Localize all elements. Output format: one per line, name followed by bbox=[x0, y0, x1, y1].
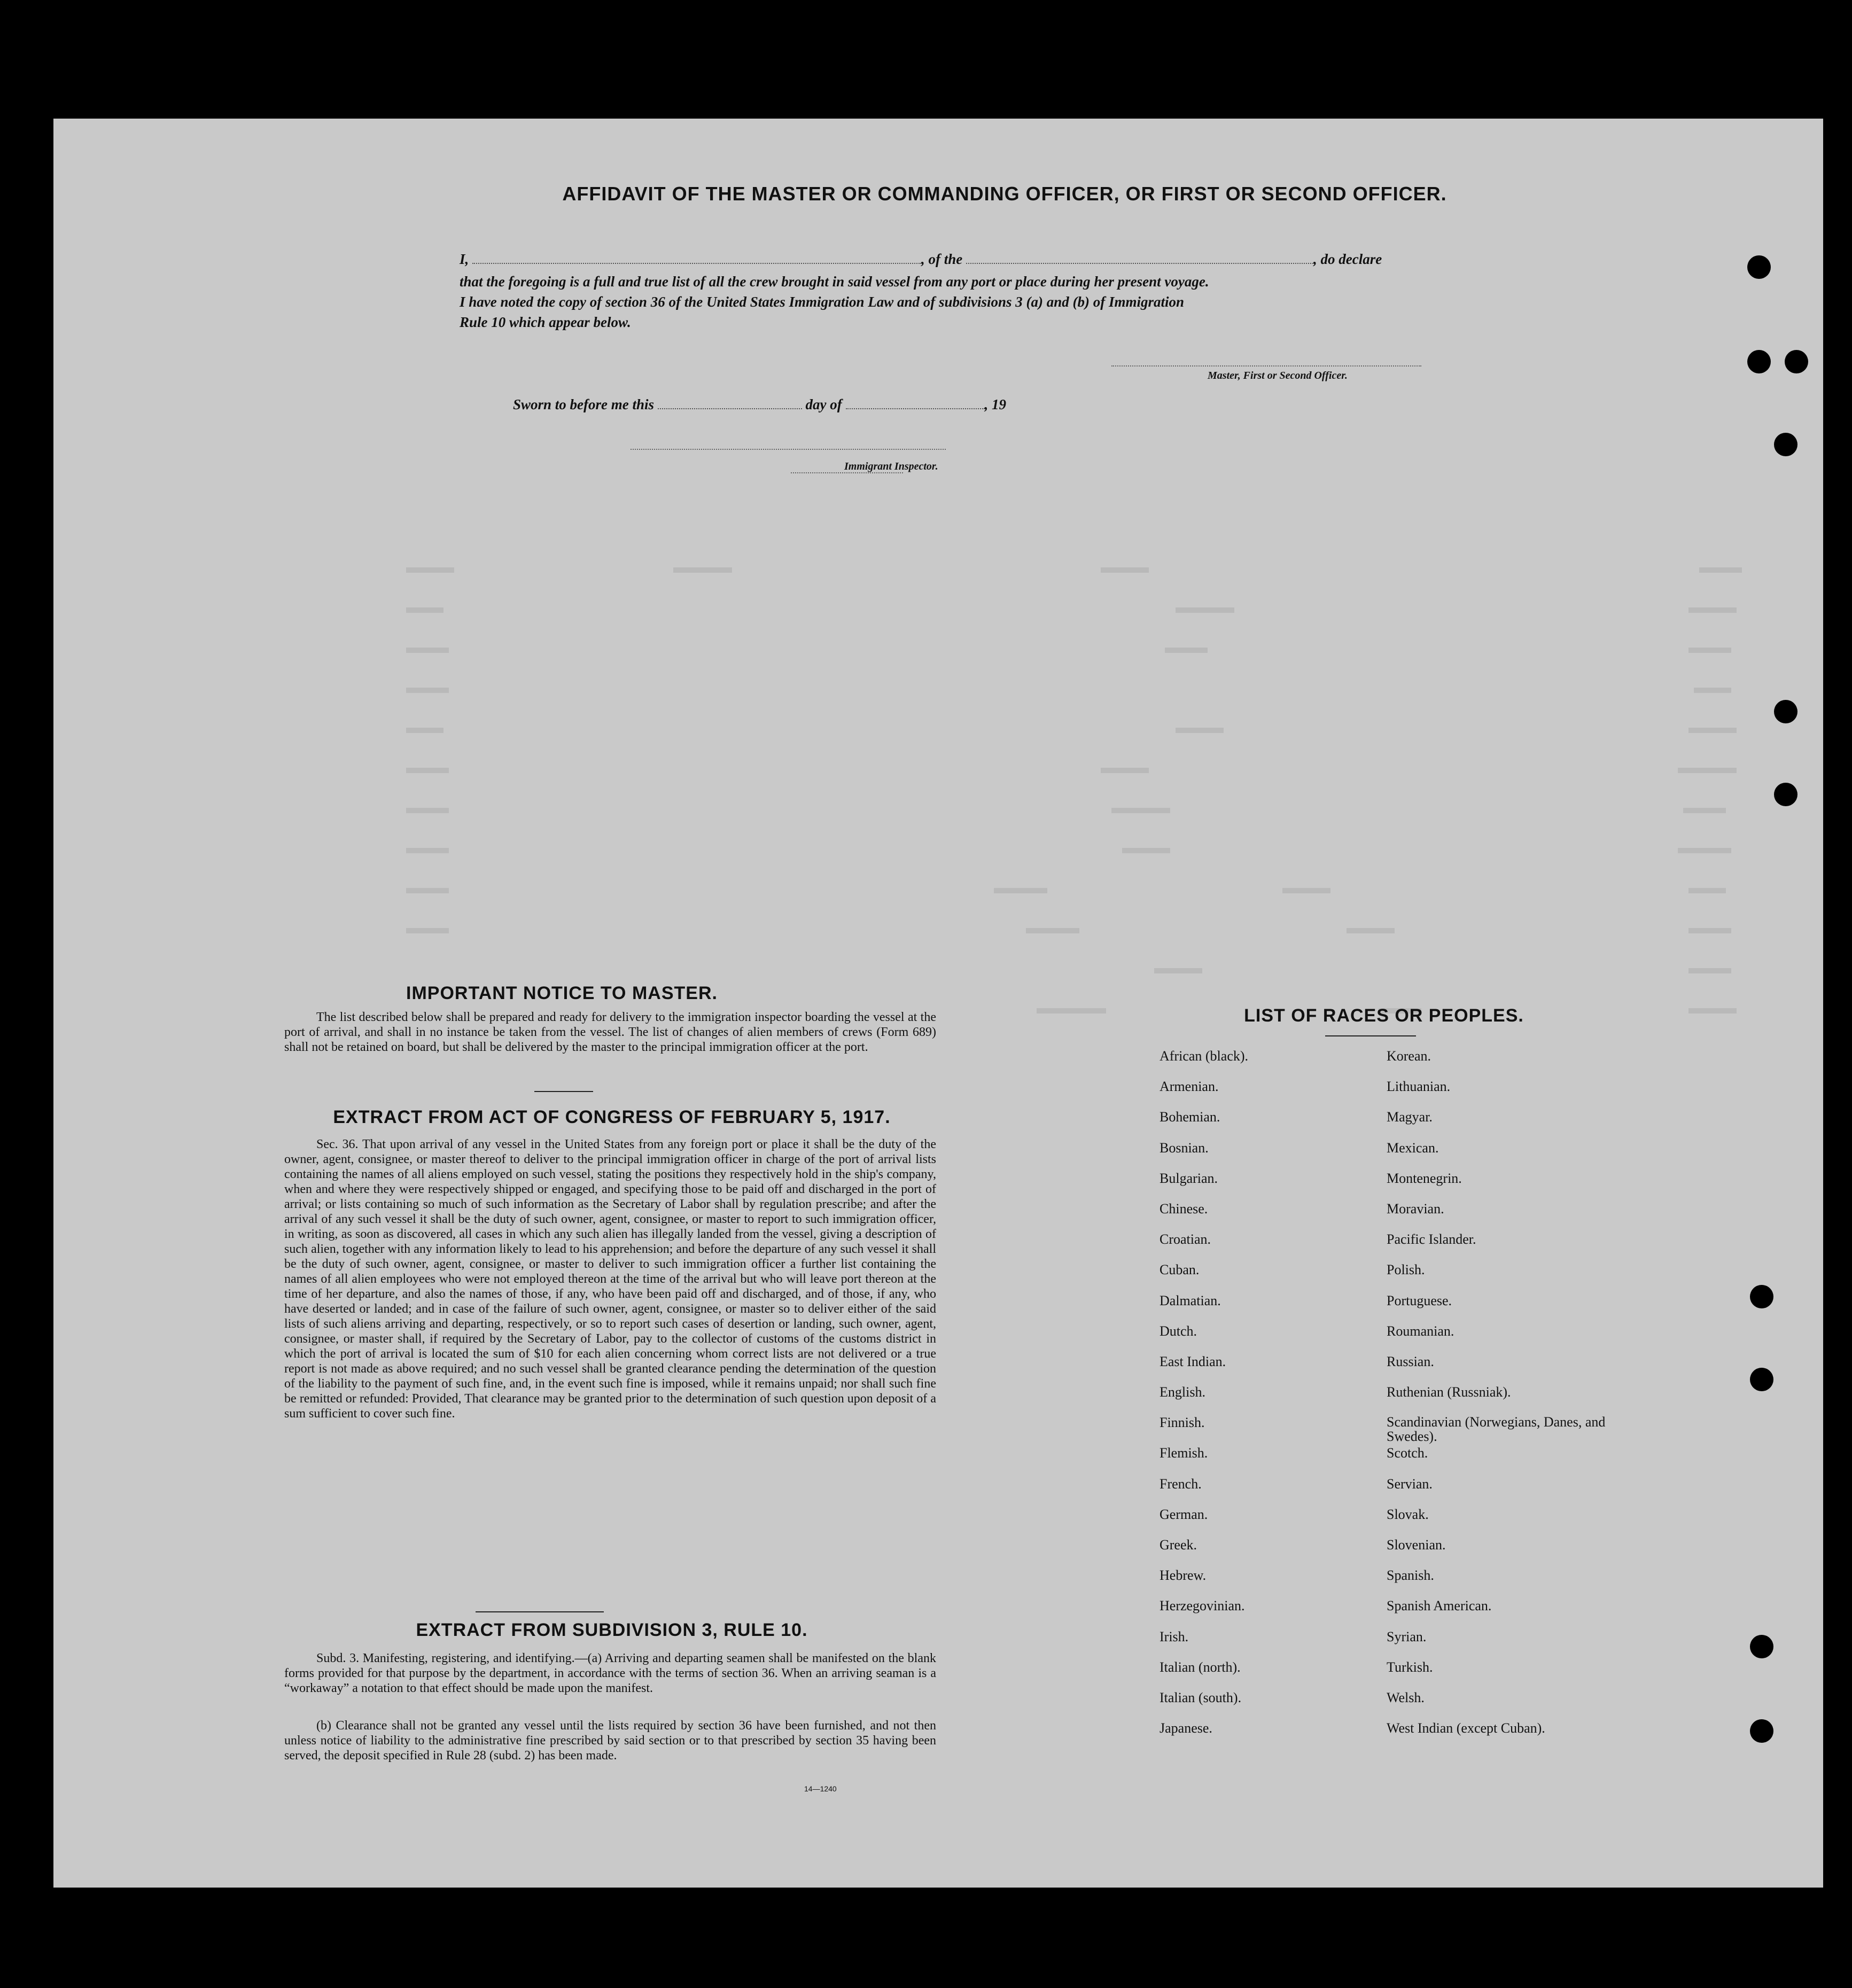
notice-text: The list described below shall be prepared and ready for delivery to the immigration inspector boarding the vessel at the port of arrival, and shall in no instance be taken from the vessel. The list of changes of alien members of crews (Form 689) shall not be retained on board, but shall be delivered by the master to the principal immigration officer at the port. bbox=[284, 1010, 936, 1054]
race-item: Magyar. bbox=[1387, 1109, 1433, 1125]
race-item: Spanish. bbox=[1387, 1568, 1434, 1584]
race-item: Servian. bbox=[1387, 1476, 1433, 1492]
race-item: East Indian. bbox=[1160, 1353, 1226, 1369]
race-item: French. bbox=[1160, 1476, 1202, 1492]
sworn-month-blank[interactable] bbox=[846, 408, 985, 409]
race-item: Herzegovinian. bbox=[1160, 1598, 1245, 1614]
punch-hole bbox=[1750, 1635, 1773, 1658]
punch-hole bbox=[1747, 350, 1771, 373]
race-item: English. bbox=[1160, 1384, 1205, 1400]
race-item: Russian. bbox=[1387, 1353, 1434, 1369]
race-item: Flemish. bbox=[1160, 1445, 1208, 1461]
race-item: Italian (south). bbox=[1160, 1689, 1242, 1705]
extract-rule-para-b: (b) Clearance shall not be granted any vessel until the lists required by section 36 have been furnished, and not then unless notice of liability to the administrative fine prescribed by said section or to that prescribed by section 35 having been served, the deposit specified in Rule 28 (subd. 2) has been made. bbox=[284, 1719, 936, 1763]
race-item: Welsh. bbox=[1387, 1689, 1425, 1705]
race-item: Chinese. bbox=[1160, 1200, 1208, 1217]
race-item: Moravian. bbox=[1387, 1200, 1444, 1217]
punch-hole bbox=[1750, 1285, 1773, 1308]
affidavit-do-declare: , do declare bbox=[1313, 251, 1382, 267]
document-page bbox=[53, 119, 1823, 1888]
race-item: Syrian. bbox=[1387, 1628, 1427, 1644]
race-item: Scotch. bbox=[1387, 1445, 1428, 1461]
race-item: Greek. bbox=[1160, 1537, 1197, 1553]
vessel-blank[interactable] bbox=[966, 263, 1313, 264]
race-item: Mexican. bbox=[1387, 1140, 1439, 1156]
notice-title: IMPORTANT NOTICE TO MASTER. bbox=[406, 983, 718, 1003]
race-item: Pacific Islander. bbox=[1387, 1231, 1476, 1248]
race-item: Slovak. bbox=[1387, 1506, 1429, 1522]
race-item: Turkish. bbox=[1387, 1659, 1433, 1675]
races-column-2 bbox=[1387, 1048, 1622, 1751]
punch-hole bbox=[1785, 350, 1808, 373]
form-number: 14—1240 bbox=[804, 1784, 837, 1793]
race-item: Portuguese. bbox=[1387, 1292, 1452, 1308]
race-item: Korean. bbox=[1387, 1048, 1431, 1064]
race-item: German. bbox=[1160, 1506, 1208, 1522]
affidavit-of-the: , of the bbox=[921, 251, 963, 267]
punch-hole bbox=[1747, 255, 1771, 279]
notice-rule bbox=[534, 1091, 593, 1092]
punch-hole bbox=[1774, 700, 1797, 723]
race-item: Spanish American. bbox=[1387, 1598, 1492, 1614]
extract-act-title: EXTRACT FROM ACT OF CONGRESS OF FEBRUARY 5, 1917. bbox=[333, 1107, 891, 1127]
race-item: African (black). bbox=[1160, 1048, 1249, 1064]
race-item: Irish. bbox=[1160, 1628, 1189, 1644]
race-item: Cuban. bbox=[1160, 1262, 1200, 1278]
race-item: Lithuanian. bbox=[1387, 1079, 1451, 1095]
race-item: Armenian. bbox=[1160, 1079, 1219, 1095]
affidavit-title: AFFIDAVIT OF THE MASTER OR COMMANDING OFFICER, OR FIRST OR SECOND OFFICER. bbox=[562, 183, 1447, 205]
inspector-caption: Immigrant Inspector. bbox=[844, 461, 938, 472]
affidavit-line-2: that the foregoing is a full and true list of all the crew brought in said vessel from any port or place during her present voyage. bbox=[460, 274, 1209, 290]
race-item: Italian (north). bbox=[1160, 1659, 1241, 1675]
name-blank[interactable] bbox=[472, 263, 921, 264]
race-item: Slovenian. bbox=[1387, 1537, 1446, 1553]
race-item: Bohemian. bbox=[1160, 1109, 1220, 1125]
extract-rule-title: EXTRACT FROM SUBDIVISION 3, RULE 10. bbox=[416, 1620, 808, 1640]
race-item: Polish. bbox=[1387, 1262, 1425, 1278]
inspector-signature-line[interactable] bbox=[631, 449, 946, 450]
races-title: LIST OF RACES OR PEOPLES. bbox=[1244, 1005, 1524, 1026]
race-item: Dalmatian. bbox=[1160, 1292, 1221, 1308]
race-item: Hebrew. bbox=[1160, 1568, 1207, 1584]
punch-hole bbox=[1774, 783, 1797, 806]
race-item: Finnish. bbox=[1160, 1415, 1205, 1431]
master-signature-line[interactable] bbox=[1111, 365, 1421, 367]
race-item: Montenegrin. bbox=[1387, 1170, 1462, 1186]
punch-hole bbox=[1750, 1719, 1773, 1743]
race-item: Ruthenian (Russniak). bbox=[1387, 1384, 1511, 1400]
punch-hole bbox=[1750, 1368, 1773, 1391]
race-item: Japanese. bbox=[1160, 1720, 1212, 1736]
affidavit-i: I, bbox=[460, 251, 469, 267]
races-rule bbox=[1325, 1035, 1416, 1036]
race-item: West Indian (except Cuban). bbox=[1387, 1720, 1545, 1736]
race-item: Bosnian. bbox=[1160, 1140, 1209, 1156]
race-item: Bulgarian. bbox=[1160, 1170, 1218, 1186]
race-item: Scandinavian (Norwegians, Danes, and Swedes). bbox=[1387, 1414, 1606, 1445]
affidavit-line-1 bbox=[460, 249, 1501, 269]
races-column-1 bbox=[1160, 1048, 1373, 1751]
sworn-day-blank[interactable] bbox=[658, 408, 802, 409]
sworn-line bbox=[513, 394, 1208, 415]
race-item: Dutch. bbox=[1160, 1323, 1197, 1339]
race-item: Croatian. bbox=[1160, 1231, 1211, 1248]
sworn-day-of: day of bbox=[805, 396, 842, 412]
master-signature-caption: Master, First or Second Officer. bbox=[1208, 370, 1348, 381]
race-item: Roumanian. bbox=[1387, 1323, 1454, 1339]
extract-rule-para-a: Subd. 3. Manifesting, registering, and identifying.—(a) Arriving and departing seamen shall be manifested on the blank forms provided for that purpose by the department, in accordance with the terms of section 36. When an arriving seaman is a “workaway” a notation to that effect should be made upon the manifest. bbox=[284, 1651, 936, 1695]
punch-hole bbox=[1774, 433, 1797, 456]
extract-act-text: Sec. 36. That upon arrival of any vessel in the United States from any foreign port or place it shall be the duty of the owner, agent, consignee, or master thereof to deliver to the principal immigration officer in charge of the port of arrival lists containing the names of all aliens employed on such vessel, stating the positions they respectively hold in the ship's company, when and where they were respectively shipped or engaged, and specifying those to be paid off and discharged in the port of arrival; or lists containing so much of such information as the Secretary of Labor shall by regulation prescribe; and after the arrival of any such vessel it shall be the duty of such owner, agent, consignee, or master to report to such immigration officer, in writing, as soon as discovered, all cases in which any such alien has illegally landed from the vessel, giving a description of such alien, together with any information likely to lead to his apprehension; and before the departure of any such vessel it shall be the duty of such owner, agent, consignee, or master to deliver to such immigration officer a further list containing the names of all alien employees who were not employed thereon at the time of the arrival but who will leave port thereon at the time of her departure, and also the names of those, if any, who have been paid off and discharged, and of those, if any, who have deserted or landed; and in case of the failure of such owner, agent, consignee, or master so to deliver either of the said lists of such aliens arriving and departing, respectively, or so to report such cases of desertion or landing, such owner, agent, consignee, or master shall, if required by the Secretary of Labor, pay to the collector of customs of the customs district in which the port of arrival is located the sum of $10 for each alien concerning whom correct lists are not delivered or a true report is not made as above required; and no such vessel shall be granted clearance pending the determination of the question of the liability to the payment of such fine, and, in the event such fine is imposed, while it remains unpaid; nor shall such fine be remitted or refunded: Provided, That clearance may be granted prior to the determination of such question upon deposit of a sum sufficient to cover such fine. bbox=[284, 1137, 936, 1421]
extract-rule-rule bbox=[476, 1611, 604, 1612]
sworn-year: , 19 bbox=[984, 396, 1007, 412]
affidavit-line-3: I have noted the copy of section 36 of the United States Immigration Law and of subdivisions 3 (a) and (b) of Immigration bbox=[460, 294, 1185, 310]
sworn-text: Sworn to before me this bbox=[513, 396, 655, 412]
affidavit-line-4: Rule 10 which appear below. bbox=[460, 314, 631, 330]
